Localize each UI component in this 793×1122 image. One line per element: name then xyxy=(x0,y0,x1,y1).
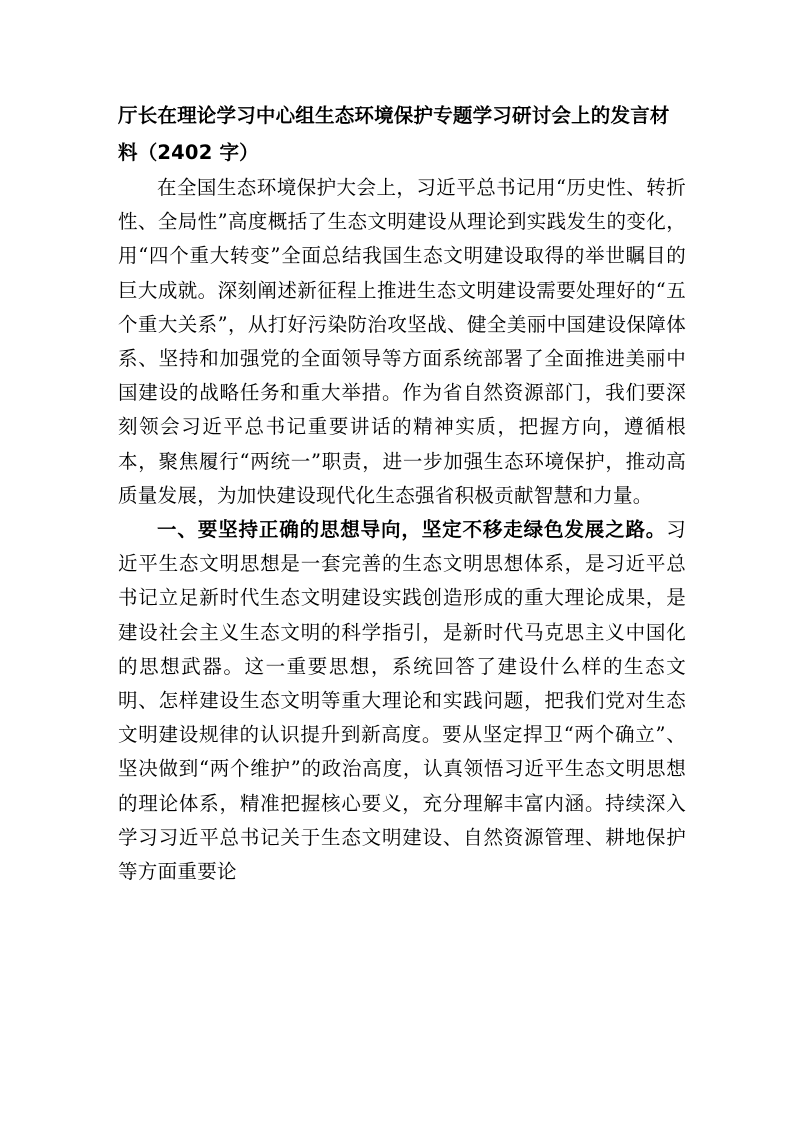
document-body xyxy=(118,97,686,889)
section-1-body: 习近平生态文明思想是一套完善的生态文明思想体系，是习近平总书记立足新时代生态文明建设实践创造形成的重大理论成果，是建设社会主义生态文明的科学指引，是新时代马克思主义中国化的思想武器。这一重要思想，系统回答了建设什么样的生态文明、怎样建设生态文明等重大理论和实践问题，把我们党对生态文明建设规律的认识提升到新高度。要从坚定捍卫“两个确立”、坚决做到“两个维护”的政治高度，认真领悟习近平生态文明思想的理论体系，精准把握核心要义，充分理解丰富内涵。持续深入学习习近平总书记关于生态文明建设、自然资源管理、耕地保护等方面重要论 xyxy=(118,518,686,884)
document-title: 厅长在理论学习中心组生态环境保护专题学习研讨会上的发言材料（2402 字） xyxy=(118,104,670,164)
section-1-paragraph xyxy=(118,513,686,889)
intro-paragraph: 在全国生态环境保护大会上，习近平总书记用“历史性、转折性、全局性”高度概括了生态文明建设从理论到实践发生的变化，用“四个重大转变”全面总结我国生态文明建设取得的举世瞩目的巨大成就。深刻阐述新征程上推进生态文明建设需要处理好的“五个重大关系”，从打好污染防治攻坚战、健全美丽中国建设保障体系、坚持和加强党的全面领导等方面系统部署了全面推进美丽中国建设的战略任务和重大举措。作为省自然资源部门，我们要深刻领会习近平总书记重要讲话的精神实质，把握方向，遵循根本，聚焦履行“两统一”职责，进一步加强生态环境保护，推动高质量发展，为加快建设现代化生态强省积极贡献智慧和力量。 xyxy=(118,176,686,507)
section-1-heading: 一、要坚持正确的思想导向，坚定不移走绿色发展之路。 xyxy=(157,518,667,542)
